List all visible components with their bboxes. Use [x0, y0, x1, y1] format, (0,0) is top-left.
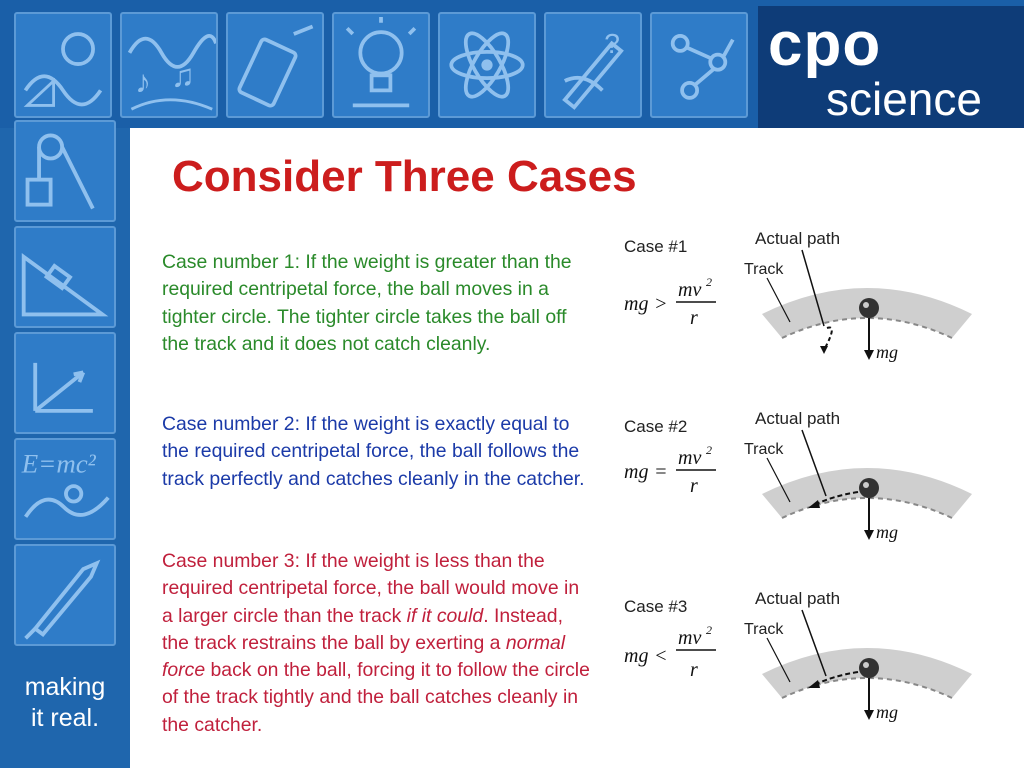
case3-ball [859, 658, 879, 678]
case1-ball-highlight [863, 302, 869, 308]
case2-exponent: 2 [706, 443, 712, 457]
case3-text-part1: Case number 3: If the weight is less than the required centripetal force, the ball would move in a larger circle than the track [162, 550, 580, 627]
case1-op: > [654, 293, 668, 315]
case2-denominator: r [690, 475, 698, 497]
case2-force-label: mg [876, 522, 898, 542]
battery-tile [226, 12, 324, 118]
svg-text:E=mc²: E=mc² [21, 448, 96, 479]
tagline-line-2: it real. [30, 704, 100, 732]
case2-label: Case #2 [624, 417, 688, 436]
sidebar [0, 0, 130, 768]
case3-lhs: mg [624, 645, 649, 667]
case3-label: Case #3 [624, 597, 688, 616]
molecule-tile [650, 12, 748, 118]
case3-diagram [612, 582, 992, 732]
tagline-line-1: making [24, 673, 106, 701]
case2-lhs: mg [624, 461, 649, 483]
case1-exponent: 2 [706, 275, 712, 289]
case1-actual-path-label: Actual path [755, 229, 841, 248]
tagline [0, 672, 130, 734]
case3-ball-highlight [863, 662, 869, 668]
case3-force-label: mg [876, 702, 898, 722]
case1-ball [859, 298, 879, 318]
case2-track-label: Track [744, 441, 784, 458]
svg-text:?: ? [604, 26, 620, 59]
hand-pencil-tile [544, 12, 642, 118]
case1-gravity-arrowhead [864, 350, 874, 360]
emc2-tile [14, 438, 116, 540]
case3-description [162, 548, 594, 739]
case3-track-label: Track [744, 621, 784, 638]
vector-tile [14, 332, 116, 434]
case3-gravity-arrowhead [864, 710, 874, 720]
case1-lhs: mg [624, 293, 649, 315]
slide-title: Consider Three Cases [172, 152, 637, 201]
case2-description: Case number 2: If the weight is exactly equal to the required centripetal force, the ball follows the track perfectly and catches cleanly in the catcher. [162, 413, 585, 490]
case1-description: Case number 1: If the weight is greater than the required centripetal force, the ball moves in a tighter circle. The tighter circle takes the ball off the track and it does not catch cleanly. [162, 251, 572, 355]
case1-diagram [612, 222, 992, 372]
case1-force-label: mg [876, 342, 898, 362]
ramp-tile [14, 226, 116, 328]
case2-actual-path-label: Actual path [755, 409, 841, 428]
case3-op: < [654, 645, 668, 667]
case2-ball [859, 478, 879, 498]
case1-track-label: Track [744, 261, 784, 278]
case3-exponent: 2 [706, 623, 712, 637]
svg-text:♪: ♪ [135, 63, 152, 100]
case2-numerator: mv [678, 447, 702, 469]
case3-text-part2: . Instead, the track restrains the ball by exerting a [162, 604, 563, 654]
case3-italic-if-it-could: if it could [406, 604, 484, 627]
case2-op: = [654, 461, 668, 483]
brand-subtitle: science [826, 73, 982, 125]
atom-tile [438, 12, 536, 118]
case2-diagram [612, 402, 992, 552]
rocket-tile [14, 544, 116, 646]
case2-ball-highlight [863, 482, 869, 488]
case3-italic-normal-force: normal force [162, 631, 566, 682]
music-wave-tile [120, 12, 218, 118]
case1-denominator: r [690, 307, 698, 329]
pulley-tile [14, 120, 116, 222]
case1-label: Case #1 [624, 237, 688, 256]
svg-text:♫: ♫ [170, 57, 195, 94]
case3-text-part3: back on the ball, forcing it to follow the circle of the track tightly and the ball catches cleanly in the catcher. [162, 659, 590, 736]
case2-gravity-arrowhead [864, 530, 874, 540]
brand-logo-text: cpo [768, 10, 882, 79]
case3-actual-path-label: Actual path [755, 589, 841, 608]
case1-numerator: mv [678, 279, 702, 301]
case3-numerator: mv [678, 627, 702, 649]
case3-denominator: r [690, 659, 698, 681]
case1-path-arrowhead [820, 346, 828, 354]
lightbulb-tile [332, 12, 430, 118]
